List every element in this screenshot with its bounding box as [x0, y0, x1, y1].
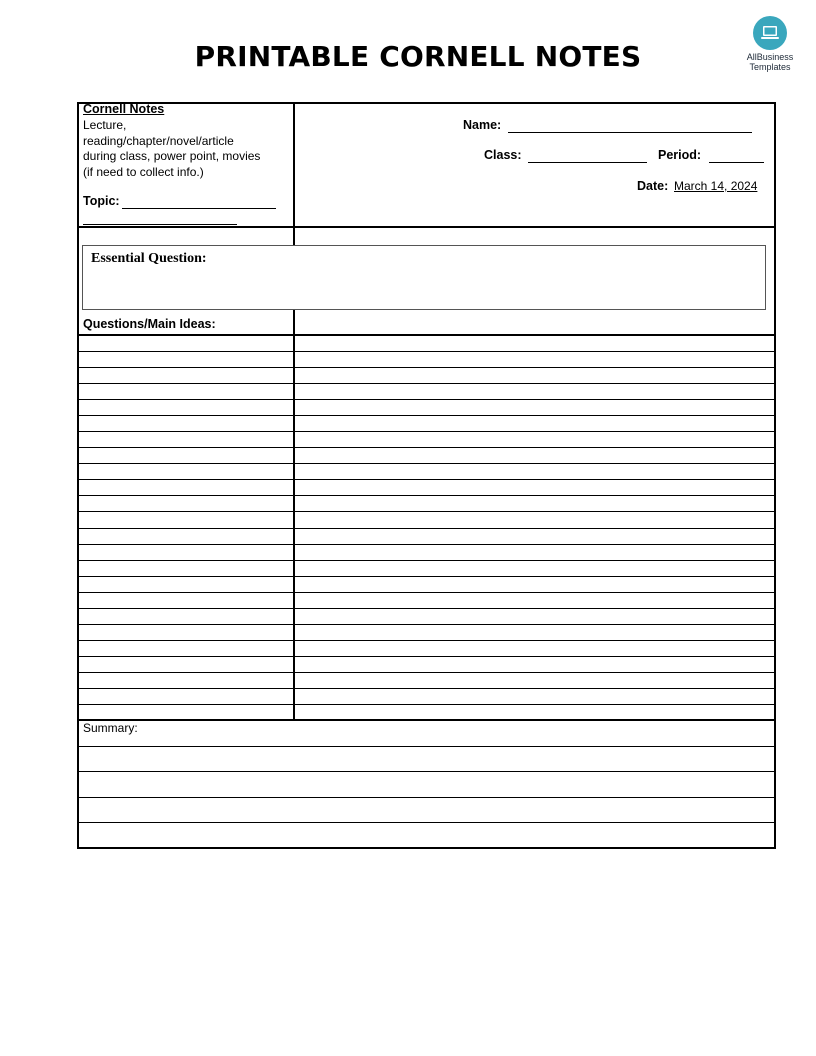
brand-logo — [738, 16, 802, 72]
note-row-line[interactable] — [77, 704, 776, 705]
note-row-line[interactable] — [77, 608, 776, 609]
period-field[interactable] — [709, 162, 764, 163]
note-row-line[interactable] — [77, 463, 776, 464]
period-label: Period: — [658, 148, 702, 162]
topic-field-line2[interactable] — [83, 224, 237, 225]
summary-row-line[interactable] — [77, 746, 776, 747]
note-row-line[interactable] — [77, 399, 776, 400]
note-row-line[interactable] — [77, 351, 776, 352]
note-row-line[interactable] — [77, 592, 776, 593]
questions-main-ideas-label: Questions/Main Ideas: — [83, 317, 216, 331]
note-row-line[interactable] — [77, 383, 776, 384]
class-label: Class: — [484, 148, 522, 162]
note-row-line[interactable] — [77, 447, 776, 448]
cornell-notes-form — [77, 102, 776, 849]
date-value[interactable]: March 14, 2024 — [674, 179, 758, 193]
note-row-line[interactable] — [77, 640, 776, 641]
summary-label: Summary: — [83, 721, 138, 735]
note-row-line[interactable] — [77, 560, 776, 561]
note-row-line[interactable] — [77, 624, 776, 625]
note-row-line[interactable] — [77, 415, 776, 416]
summary-row-line[interactable] — [77, 822, 776, 823]
note-row-line[interactable] — [77, 672, 776, 673]
topic-label: Topic: — [83, 194, 120, 208]
logo-text-line2: Templates — [749, 62, 791, 72]
note-row-line[interactable] — [77, 495, 776, 496]
note-row-line[interactable] — [77, 528, 776, 529]
cornell-notes-description: Lecture, reading/chapter/novel/article during class, power point, movies (if need to collect info.) — [83, 118, 261, 179]
date-label: Date: — [637, 179, 669, 193]
note-row-line[interactable] — [77, 688, 776, 689]
cornell-notes-heading: Cornell Notes — [83, 102, 165, 116]
note-row-line[interactable] — [77, 511, 776, 512]
note-row-line[interactable] — [77, 656, 776, 657]
laptop-icon — [753, 16, 787, 50]
topic-field[interactable] — [122, 208, 276, 209]
name-label: Name: — [463, 118, 502, 132]
note-row-line[interactable] — [77, 544, 776, 545]
note-row-line[interactable] — [77, 367, 776, 368]
note-row-line[interactable] — [77, 479, 776, 480]
summary-row-line[interactable] — [77, 771, 776, 772]
class-field[interactable] — [528, 162, 647, 163]
page-title: PRINTABLE CORNELL NOTES — [194, 40, 642, 73]
summary-row-line[interactable] — [77, 797, 776, 798]
essential-question-box[interactable] — [82, 245, 766, 310]
note-row-line[interactable] — [77, 431, 776, 432]
name-field[interactable] — [508, 132, 752, 133]
logo-text-line1: AllBusiness — [746, 52, 794, 62]
note-row-line[interactable] — [77, 576, 776, 577]
essential-question-label: Essential Question: — [91, 251, 207, 266]
